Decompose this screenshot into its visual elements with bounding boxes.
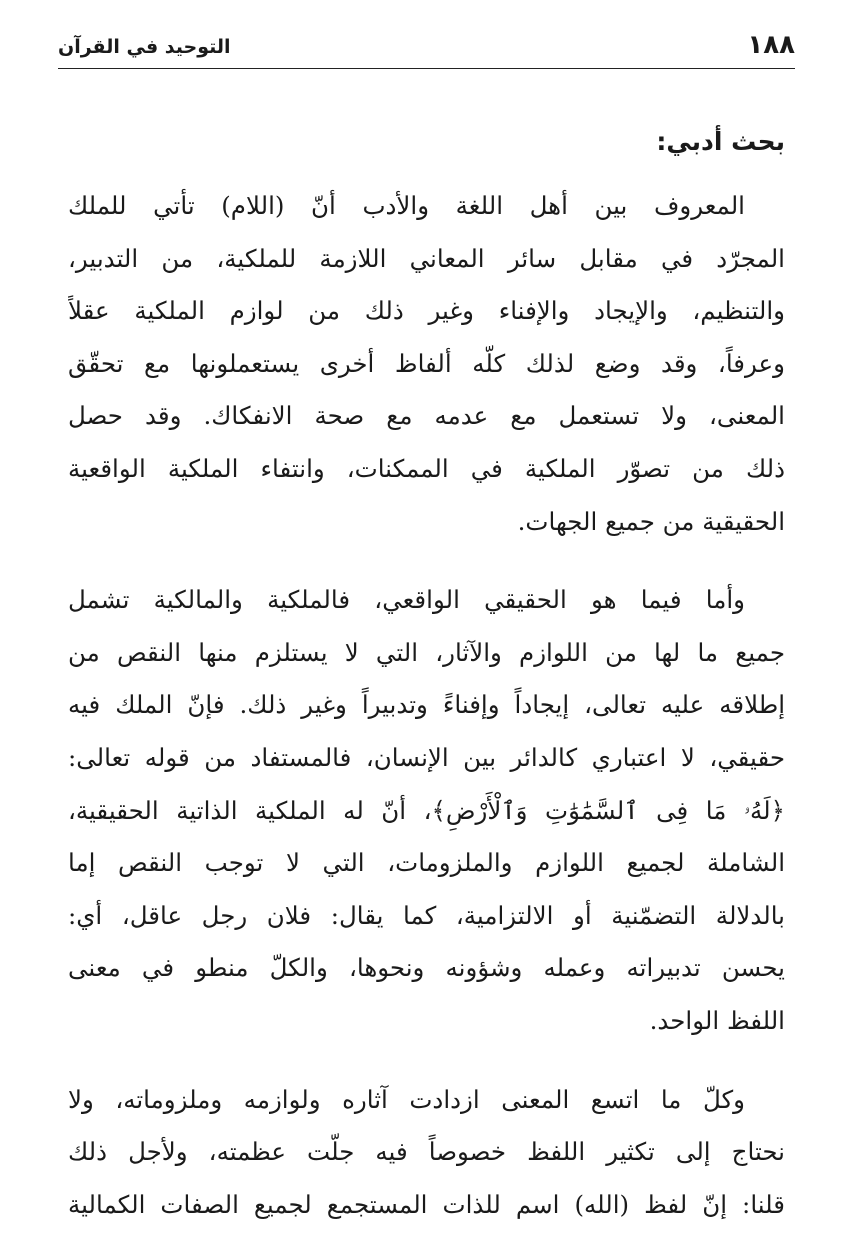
- page-header: [58, 28, 795, 69]
- text-line: نحتاج إلى تكثير اللفظ خصوصاً فيه جلّت عظمته، ولأجل ذلك: [68, 1137, 785, 1167]
- text-line: المعنى، ولا تستعمل مع عدمه مع صحة الانفكاك. وقد حصل: [68, 401, 785, 431]
- text-line: الحقيقية من جميع الجهات.: [517, 506, 785, 536]
- text-line: إطلاقه عليه تعالى، إيجاداً وإفناءً وتدبيراً وغير ذلك. فإنّ الملك فيه: [68, 690, 785, 720]
- text-line: ذلك من تصوّر الملكية في الممكنات، وانتفاء الملكية الواقعية: [68, 453, 785, 483]
- text-line: جميع ما لها من اللوازم والآثار، التي لا يستلزم منها النقص من: [68, 637, 785, 667]
- text-line: قلنا: إنّ لفظ (الله) اسم للذات المستجمع لجميع الصفات الكمالية: [68, 1189, 785, 1219]
- page-body: [68, 122, 785, 1257]
- text-line: وكلّ ما اتسع المعنى ازدادت آثاره ولوازمه وملزوماته، ولا: [68, 1084, 745, 1114]
- text-line: وأما فيما هو الحقيقي الواقعي، فالملكية والمالكية تشمل: [68, 585, 745, 615]
- text-line: وعرفاً، وقد وضع لذلك كلّه ألفاظ أخرى يستعملونها مع تحقّق: [68, 348, 785, 378]
- paragraph: [68, 1074, 785, 1232]
- quran-verse-line: ﴿لَهُۥ مَا فِى ٱلسَّمَٰوَٰتِ وَٱلْأَرْضِ﴾، أنّ له الملكية الذاتية الحقيقية،: [68, 795, 785, 825]
- text-line: المجرّد في مقابل سائر المعاني اللازمة للملكية، من التدبير،: [68, 243, 785, 273]
- section-heading: بحث أدبي:: [656, 127, 785, 156]
- running-title: التوحيد في القرآن: [58, 36, 231, 58]
- text-line: والتنظيم، والإيجاد والإفناء وغير ذلك من لوازم الملكية عقلاً: [68, 296, 785, 326]
- text-line: حقيقي، لا اعتباري كالدائر بين الإنسان، فالمستفاد من قوله تعالى:: [68, 742, 785, 772]
- page-number: ١٨٨: [747, 30, 795, 60]
- text-line: الشاملة لجميع اللوازم والملزومات، التي لا توجب النقص إما: [68, 848, 785, 878]
- text-line: المعروف بين أهل اللغة والأدب أنّ (اللام) تأتي للملك: [68, 191, 745, 220]
- paragraph: [68, 574, 785, 1047]
- text-line: بالدلالة التضمّنية أو الالتزامية، كما يقال: فلان رجل عاقل، أي:: [68, 900, 785, 930]
- paragraph: [68, 180, 785, 548]
- text-line: اللفظ الواحد.: [649, 1005, 785, 1035]
- text-line: يحسن تدبيراته وعمله وشؤونه ونحوها، والكلّ منطو في معنى: [68, 953, 785, 983]
